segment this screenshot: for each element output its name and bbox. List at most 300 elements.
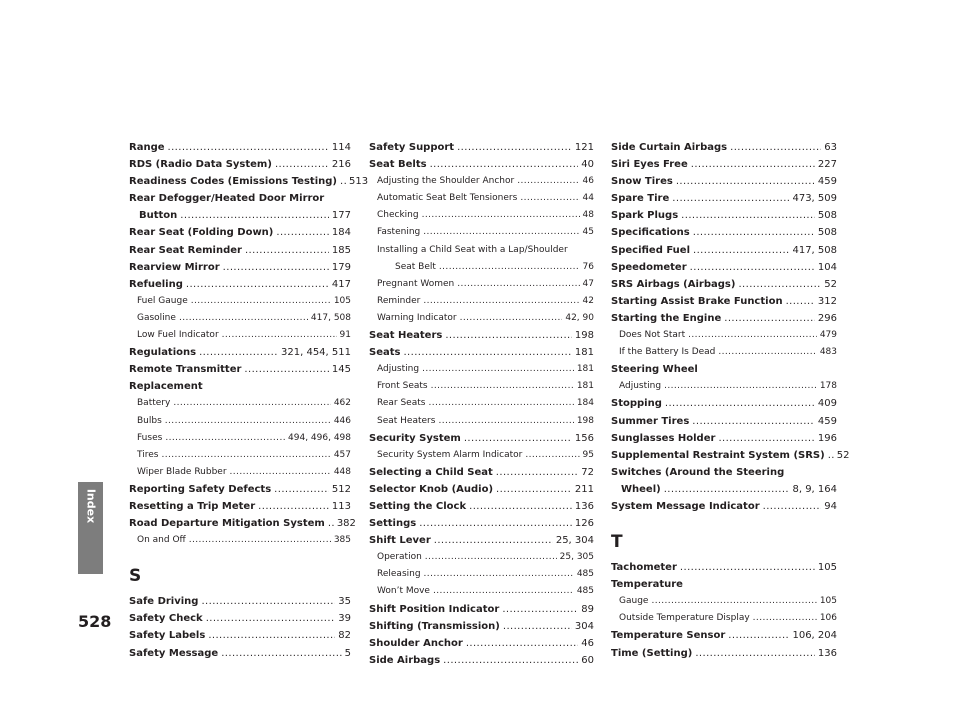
entry-pages: 82 bbox=[338, 630, 351, 642]
entry-line bbox=[369, 310, 594, 327]
entry-pages: 136 bbox=[574, 500, 594, 512]
entry-line bbox=[369, 481, 594, 498]
entry-line bbox=[369, 601, 594, 618]
entry-pages: 459 bbox=[817, 415, 837, 427]
entry-title: Seat Heaters bbox=[377, 415, 436, 426]
dot-leader bbox=[223, 259, 329, 276]
entry-title: Gasoline bbox=[137, 312, 176, 323]
index-subentry bbox=[369, 293, 594, 310]
index-entry bbox=[611, 645, 837, 662]
index-entry bbox=[129, 259, 351, 276]
dot-leader bbox=[664, 481, 790, 498]
entry-title: Temperature Sensor bbox=[611, 630, 726, 642]
entry-title: Regulations bbox=[129, 347, 197, 359]
entry-line bbox=[369, 549, 594, 566]
entry-title: Replacement bbox=[129, 381, 203, 393]
dot-leader bbox=[457, 276, 579, 293]
dot-leader bbox=[439, 259, 580, 276]
index-subentry bbox=[611, 327, 837, 344]
entry-pages: 196 bbox=[817, 432, 837, 444]
entry-title: On and Off bbox=[137, 535, 186, 546]
entry-line bbox=[369, 430, 594, 447]
dot-leader bbox=[718, 430, 814, 447]
entry-title: Road Departure Mitigation System bbox=[129, 518, 325, 530]
entry-pages: 106, 204 bbox=[792, 630, 837, 642]
entry-title: Setting the Clock bbox=[369, 500, 467, 512]
section-letter: T bbox=[611, 532, 623, 553]
dot-leader bbox=[693, 224, 815, 241]
entry-line bbox=[129, 276, 351, 293]
entry-title: Side Curtain Airbags bbox=[611, 142, 728, 153]
entry-pages: 126 bbox=[574, 518, 594, 530]
entry-title: If the Battery Is Dead bbox=[619, 347, 716, 358]
dot-leader bbox=[503, 618, 572, 635]
entry-line bbox=[611, 464, 837, 481]
entry-line bbox=[369, 276, 594, 293]
entry-title-continued: Button bbox=[139, 210, 178, 222]
dot-leader bbox=[695, 645, 815, 662]
entry-line bbox=[611, 190, 837, 207]
entry-line bbox=[129, 361, 351, 378]
entry-line bbox=[369, 515, 594, 532]
entry-pages: 181 bbox=[576, 364, 594, 375]
entry-title: Supplemental Restraint System (SRS) bbox=[611, 449, 825, 461]
entry-title: Shift Position Indicator bbox=[369, 603, 500, 615]
index-entry bbox=[611, 293, 837, 310]
entry-title: Releasing bbox=[377, 569, 421, 580]
entry-title: System Message Indicator bbox=[611, 500, 760, 512]
entry-title: Snow Tires bbox=[611, 176, 673, 188]
dot-leader bbox=[165, 413, 331, 430]
dot-leader bbox=[186, 276, 329, 293]
dot-leader bbox=[206, 610, 336, 627]
entry-pages: 47 bbox=[582, 278, 594, 289]
index-entry bbox=[611, 224, 837, 241]
entry-pages: 494, 496, 498 bbox=[288, 432, 351, 443]
index-entry bbox=[369, 139, 594, 156]
entry-title: Refueling bbox=[129, 278, 183, 290]
index-entry bbox=[369, 464, 594, 481]
entry-line bbox=[369, 378, 594, 395]
index-subentry bbox=[369, 566, 594, 583]
dot-leader bbox=[438, 413, 573, 430]
entry-pages: 76 bbox=[582, 261, 594, 272]
entry-pages: 417, 508 bbox=[792, 244, 837, 256]
index-entry bbox=[129, 498, 351, 515]
index-subentry bbox=[369, 173, 594, 190]
entry-line bbox=[369, 327, 594, 344]
index-entry bbox=[611, 207, 837, 224]
entry-line bbox=[129, 447, 351, 464]
dot-leader bbox=[422, 207, 580, 224]
entry-title: Remote Transmitter bbox=[129, 364, 242, 376]
dot-leader bbox=[681, 207, 815, 224]
entry-line bbox=[129, 498, 351, 515]
index-entry bbox=[369, 515, 594, 532]
entry-line bbox=[611, 139, 837, 156]
entry-title: Won’t Move bbox=[377, 586, 430, 597]
entry-pages: 211 bbox=[574, 483, 594, 495]
entry-title: Starting Assist Brake Function bbox=[611, 295, 783, 307]
dot-leader bbox=[496, 464, 578, 481]
entry-title: Safety Support bbox=[369, 142, 455, 153]
entry-pages: 179 bbox=[331, 261, 351, 273]
dot-leader bbox=[502, 601, 578, 618]
entry-pages: 296 bbox=[817, 312, 837, 324]
entry-pages: 5 bbox=[344, 647, 351, 659]
entry-line bbox=[129, 430, 351, 447]
index-subentry bbox=[369, 378, 594, 395]
index-subentry bbox=[369, 207, 594, 224]
dot-leader bbox=[419, 515, 572, 532]
index-subentry bbox=[611, 610, 837, 627]
entry-line bbox=[369, 566, 594, 583]
entry-title: Tachometer bbox=[611, 562, 677, 574]
entry-pages: 508 bbox=[817, 227, 837, 239]
index-entry bbox=[611, 498, 837, 515]
index-entry bbox=[129, 361, 351, 378]
entry-line bbox=[611, 593, 837, 610]
entry-line bbox=[611, 395, 837, 412]
dot-leader bbox=[443, 652, 578, 669]
dot-leader bbox=[424, 566, 574, 583]
entry-pages: 417 bbox=[331, 278, 351, 290]
entry-line bbox=[369, 293, 594, 310]
index-subentry bbox=[129, 464, 351, 481]
entry-line bbox=[611, 610, 837, 627]
entry-pages: 178 bbox=[819, 381, 837, 392]
dot-leader bbox=[161, 447, 330, 464]
entry-line bbox=[611, 627, 837, 644]
entry-title: Range bbox=[129, 142, 165, 153]
index-entry bbox=[611, 361, 837, 378]
index-entry bbox=[129, 173, 369, 190]
entry-title: Rear Seat Reminder bbox=[129, 244, 242, 256]
entry-title: Adjusting bbox=[619, 381, 662, 392]
entry-pages: 156 bbox=[574, 432, 594, 444]
entry-line bbox=[369, 173, 594, 190]
index-entry bbox=[369, 635, 594, 652]
dot-leader bbox=[517, 173, 579, 190]
entry-pages: 42 bbox=[582, 295, 594, 306]
entry-title: Shift Lever bbox=[369, 535, 431, 547]
index-subentry bbox=[369, 190, 594, 207]
entry-pages: 46 bbox=[581, 637, 594, 649]
entry-line bbox=[369, 156, 594, 173]
entry-title: Checking bbox=[377, 210, 419, 221]
index-entry bbox=[611, 464, 837, 498]
entry-line bbox=[611, 361, 837, 378]
entry-pages: 312 bbox=[817, 295, 837, 307]
dot-leader bbox=[430, 156, 579, 173]
entry-title: Settings bbox=[369, 518, 417, 530]
entry-pages: 45 bbox=[582, 227, 594, 238]
entry-line bbox=[369, 498, 594, 515]
entry-title: Readiness Codes (Emissions Testing) bbox=[129, 176, 337, 188]
entry-title: Sunglasses Holder bbox=[611, 432, 716, 444]
entry-title: Side Airbags bbox=[369, 654, 441, 666]
entry-line bbox=[129, 593, 351, 610]
entry-title-continued: Wheel) bbox=[621, 483, 661, 495]
index-entry bbox=[129, 515, 356, 532]
entry-title: Pregnant Women bbox=[377, 278, 455, 289]
index-entry bbox=[369, 327, 594, 344]
entry-line bbox=[129, 190, 351, 207]
entry-pages: 42, 90 bbox=[565, 312, 594, 323]
entry-pages: 60 bbox=[581, 654, 594, 666]
entry-line bbox=[369, 344, 594, 361]
index-subentry bbox=[369, 583, 594, 600]
entry-pages: 91 bbox=[339, 330, 351, 341]
entry-pages: 104 bbox=[817, 261, 837, 273]
index-entry bbox=[129, 481, 351, 498]
entry-pages: 177 bbox=[331, 210, 351, 222]
index-entry bbox=[611, 447, 850, 464]
dot-leader bbox=[738, 276, 821, 293]
entry-pages: 462 bbox=[333, 398, 351, 409]
dot-leader bbox=[664, 378, 817, 395]
dot-leader bbox=[403, 344, 571, 361]
dot-leader bbox=[763, 498, 822, 515]
dot-leader bbox=[340, 173, 346, 190]
index-subentry bbox=[129, 532, 351, 549]
dot-leader bbox=[680, 559, 815, 576]
entry-pages: 181 bbox=[574, 347, 594, 359]
index-subentry bbox=[369, 224, 594, 241]
entry-title: Reminder bbox=[377, 295, 421, 306]
index-entry bbox=[611, 139, 837, 156]
entry-title: Fuses bbox=[137, 432, 163, 443]
entry-pages: 106 bbox=[819, 613, 837, 624]
dot-leader bbox=[189, 532, 331, 549]
entry-line bbox=[611, 344, 837, 361]
dot-leader bbox=[179, 310, 308, 327]
index-entry bbox=[129, 276, 351, 293]
entry-pages: 25, 304 bbox=[555, 535, 594, 547]
entry-title: Spark Plugs bbox=[611, 210, 679, 222]
index-entry bbox=[369, 156, 594, 173]
dot-leader bbox=[525, 447, 579, 464]
index-subentry bbox=[369, 310, 594, 327]
entry-pages: 184 bbox=[331, 227, 351, 239]
entry-title: Adjusting bbox=[377, 364, 420, 375]
dot-leader bbox=[230, 464, 331, 481]
entry-pages: 46 bbox=[582, 176, 594, 187]
index-subentry bbox=[611, 378, 837, 395]
entry-title: Rearview Mirror bbox=[129, 261, 220, 273]
entry-pages: 198 bbox=[576, 415, 594, 426]
dot-leader bbox=[688, 327, 817, 344]
entry-line bbox=[129, 464, 351, 481]
entry-title: Security System Alarm Indicator bbox=[377, 449, 523, 460]
entry-line bbox=[129, 173, 369, 190]
entry-line bbox=[369, 618, 594, 635]
dot-leader bbox=[328, 515, 334, 532]
entry-line bbox=[129, 139, 351, 156]
entry-line bbox=[129, 156, 351, 173]
entry-pages: 485 bbox=[576, 569, 594, 580]
index-entry bbox=[129, 378, 351, 395]
entry-title: Outside Temperature Display bbox=[619, 613, 750, 624]
entry-pages: 508 bbox=[817, 210, 837, 222]
entry-title: Bulbs bbox=[137, 415, 162, 426]
dot-leader bbox=[496, 481, 572, 498]
index-entry bbox=[129, 593, 351, 610]
dot-leader bbox=[690, 259, 815, 276]
index-entry bbox=[611, 310, 837, 327]
index-entry bbox=[611, 395, 837, 412]
entry-line bbox=[129, 413, 351, 430]
entry-pages: 8, 9, 164 bbox=[792, 483, 837, 495]
entry-pages: 105 bbox=[333, 295, 351, 306]
index-entry bbox=[369, 344, 594, 361]
entry-title: Automatic Seat Belt Tensioners bbox=[377, 193, 518, 204]
index-entry bbox=[129, 190, 351, 224]
entry-title: Steering Wheel bbox=[611, 364, 698, 376]
entry-title: Time (Setting) bbox=[611, 647, 693, 659]
entry-line bbox=[611, 224, 837, 241]
section-letter: S bbox=[129, 566, 142, 587]
entry-pages: 40 bbox=[581, 159, 594, 171]
dot-leader bbox=[180, 207, 329, 224]
entry-pages: 513 bbox=[348, 176, 369, 188]
dot-leader bbox=[457, 139, 572, 156]
entry-line bbox=[369, 207, 594, 224]
dot-leader bbox=[423, 293, 579, 310]
dot-leader bbox=[275, 156, 329, 173]
entry-line bbox=[129, 481, 351, 498]
entry-pages: 44 bbox=[582, 193, 594, 204]
index-subentry bbox=[369, 242, 594, 276]
entry-pages: 95 bbox=[582, 449, 594, 460]
entry-pages: 485 bbox=[576, 586, 594, 597]
entry-line bbox=[611, 156, 837, 173]
entry-pages: 459 bbox=[817, 176, 837, 188]
dot-leader bbox=[665, 395, 815, 412]
entry-line bbox=[611, 498, 837, 515]
entry-pages: 321, 454, 511 bbox=[281, 347, 351, 359]
entry-pages: 512 bbox=[331, 483, 351, 495]
entry-pages: 121 bbox=[574, 142, 594, 153]
entry-title: Resetting a Trip Meter bbox=[129, 500, 256, 512]
index-entry bbox=[611, 559, 837, 576]
entry-pages: 113 bbox=[331, 500, 351, 512]
entry-line bbox=[369, 652, 594, 669]
index-entry bbox=[611, 413, 837, 430]
dot-leader bbox=[191, 293, 331, 310]
entry-pages: 382 bbox=[336, 518, 356, 530]
index-entry bbox=[611, 190, 837, 207]
entry-title: Switches (Around the Steering bbox=[611, 466, 785, 478]
entry-title: Operation bbox=[377, 552, 422, 563]
index-entry bbox=[129, 156, 351, 173]
entry-pages: 483 bbox=[819, 347, 837, 358]
page-number: 528 bbox=[78, 612, 112, 631]
dot-leader bbox=[165, 430, 285, 447]
index-subentry bbox=[369, 361, 594, 378]
entry-line bbox=[129, 293, 351, 310]
entry-line bbox=[129, 532, 351, 549]
dot-leader bbox=[433, 583, 574, 600]
dot-leader bbox=[244, 361, 328, 378]
entry-pages: 52 bbox=[824, 278, 837, 290]
dot-leader bbox=[258, 498, 329, 515]
entry-title: Summer Tires bbox=[611, 415, 690, 427]
dot-leader bbox=[724, 310, 815, 327]
entry-line bbox=[129, 344, 351, 361]
entry-line bbox=[369, 583, 594, 600]
entry-pages: 457 bbox=[333, 449, 351, 460]
entry-line bbox=[611, 207, 837, 224]
dot-leader bbox=[201, 593, 335, 610]
entry-pages: 417, 508 bbox=[310, 312, 351, 323]
entry-pages: 198 bbox=[574, 330, 594, 342]
dot-leader bbox=[445, 327, 572, 344]
entry-pages: 72 bbox=[581, 466, 594, 478]
index-subentry bbox=[129, 327, 351, 344]
entry-pages: 25, 305 bbox=[559, 552, 594, 563]
entry-title: Battery bbox=[137, 398, 171, 409]
dot-leader bbox=[173, 395, 331, 412]
entry-title: Siri Eyes Free bbox=[611, 159, 688, 171]
entry-title: RDS (Radio Data System) bbox=[129, 159, 272, 171]
entry-line bbox=[129, 395, 351, 412]
entry-pages: 52 bbox=[836, 449, 850, 461]
dot-leader bbox=[520, 190, 579, 207]
entry-line bbox=[611, 559, 837, 576]
entry-line bbox=[369, 224, 594, 241]
dot-leader bbox=[692, 413, 815, 430]
entry-line bbox=[129, 310, 351, 327]
entry-pages: 227 bbox=[817, 159, 837, 171]
entry-title: Rear Defogger/Heated Door Mirror bbox=[129, 193, 325, 205]
index-subentry bbox=[369, 395, 594, 412]
dot-leader bbox=[222, 327, 337, 344]
index-entry bbox=[369, 601, 594, 618]
entry-title: Shoulder Anchor bbox=[369, 637, 463, 649]
dot-leader bbox=[469, 498, 572, 515]
index-subentry bbox=[369, 276, 594, 293]
entry-title: Specified Fuel bbox=[611, 244, 690, 256]
index-entry bbox=[611, 242, 837, 259]
entry-title: Safety Message bbox=[129, 647, 219, 659]
entry-pages: 216 bbox=[331, 159, 351, 171]
entry-line bbox=[369, 259, 594, 276]
entry-title: Fastening bbox=[377, 227, 421, 238]
dot-leader bbox=[276, 224, 329, 241]
entry-line bbox=[611, 430, 837, 447]
entry-pages: 446 bbox=[333, 415, 351, 426]
dot-leader bbox=[464, 430, 572, 447]
index-subentry bbox=[129, 430, 351, 447]
entry-title: Safety Labels bbox=[129, 630, 206, 642]
entry-title: Tires bbox=[137, 449, 159, 460]
dot-leader bbox=[786, 293, 815, 310]
entry-line bbox=[369, 413, 594, 430]
entry-pages: 39 bbox=[338, 613, 351, 625]
entry-pages: 35 bbox=[338, 596, 351, 608]
index-entry bbox=[611, 276, 837, 293]
entry-title: Warning Indicator bbox=[377, 312, 457, 323]
entry-pages: 184 bbox=[576, 398, 594, 409]
index-entry bbox=[129, 610, 351, 627]
index-subentry bbox=[129, 447, 351, 464]
entry-title: Temperature bbox=[611, 579, 683, 591]
index-entry bbox=[129, 645, 351, 662]
index-subentry bbox=[369, 549, 594, 566]
entry-title: Safety Check bbox=[129, 613, 203, 625]
dot-leader bbox=[431, 378, 574, 395]
